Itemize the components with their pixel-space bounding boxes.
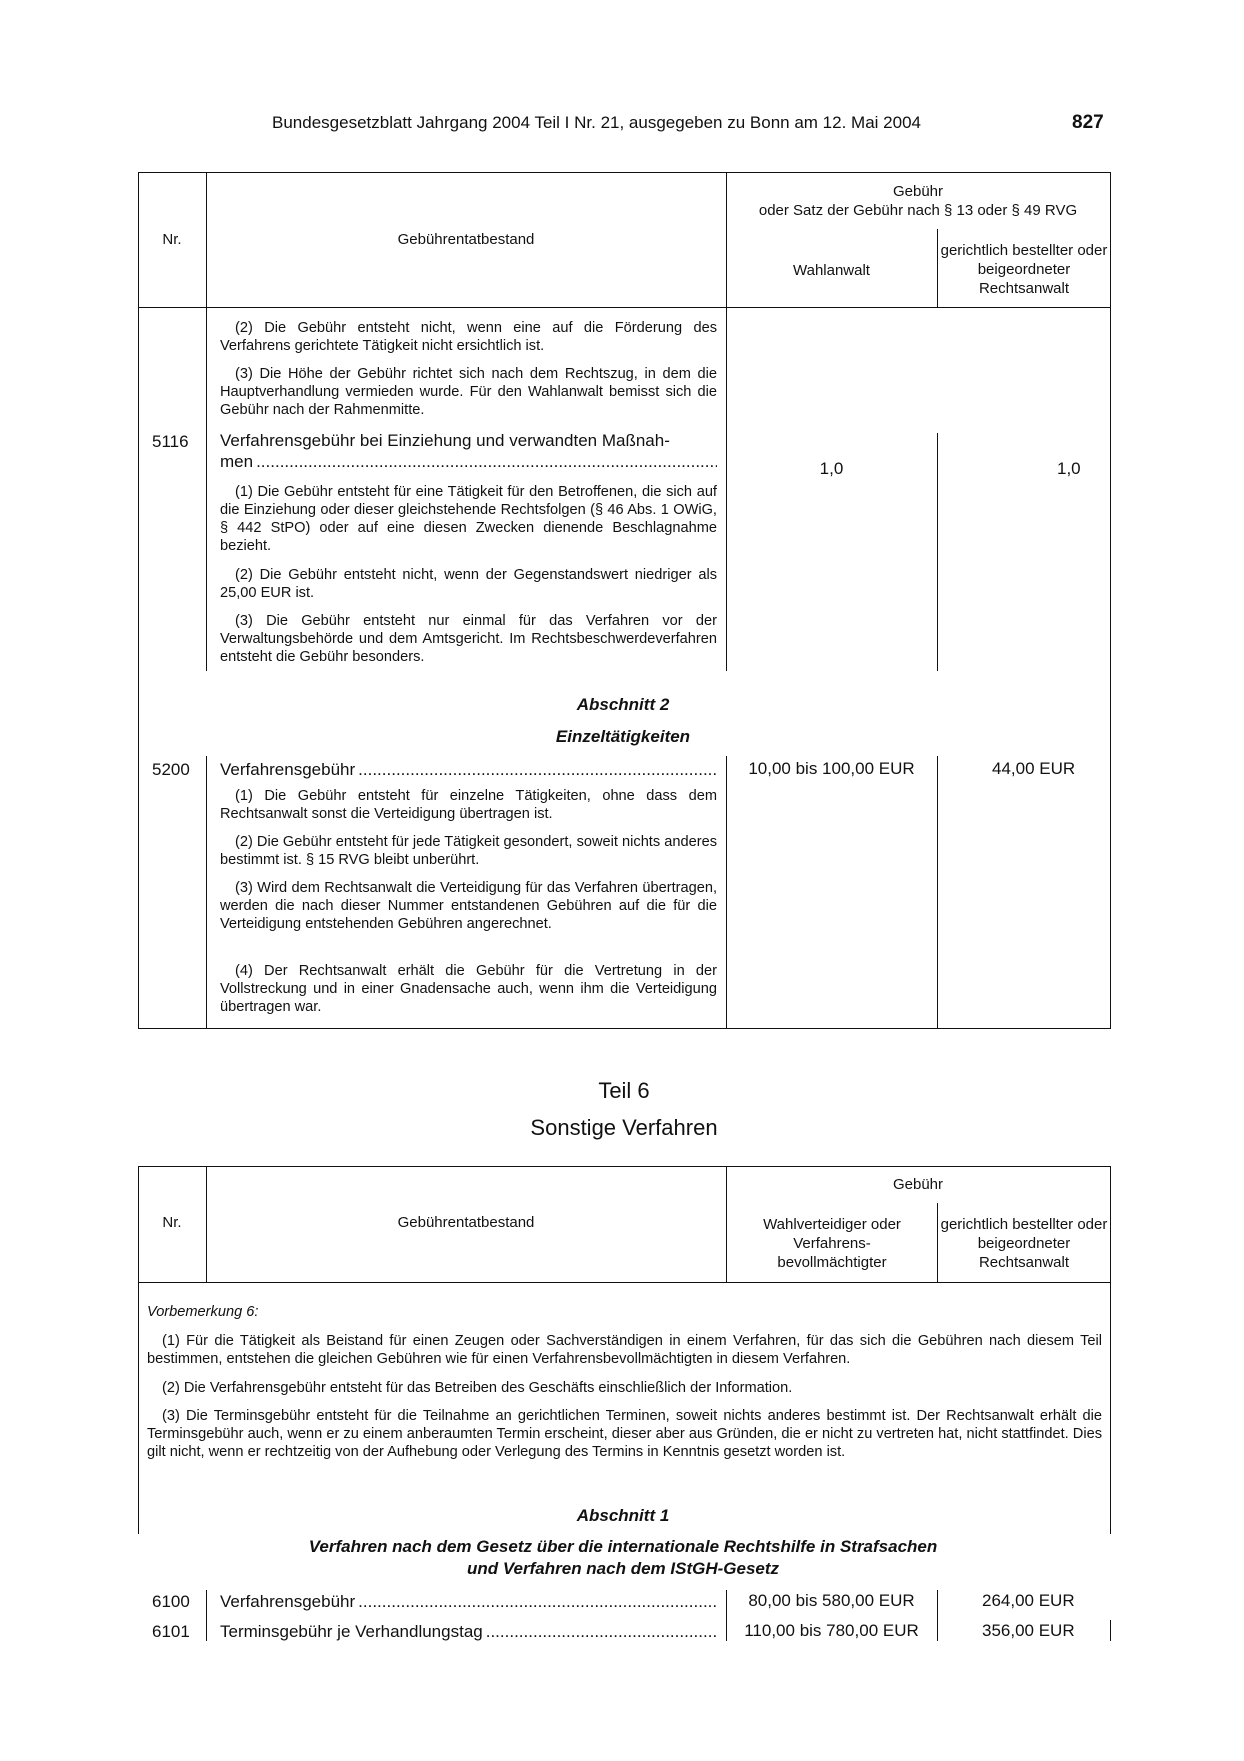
table2-header-nr: Nr. xyxy=(162,1214,182,1231)
carry-note-3: (3) Die Höhe der Gebühr richtet sich nach dem Rechtszug, in dem die Hauptverhandlung vermieden wurde. Für den Wahlanwalt bemisst sich die Gebühr nach der Rahmenmitte. xyxy=(220,366,717,418)
teil-6-subtitle: Sonstige Verfahren xyxy=(530,1115,718,1140)
table1-bottom-rule xyxy=(138,1028,1110,1029)
table2-header-gebuehr: Gebühr xyxy=(892,1176,944,1193)
row-5116-fee-wahl: 1,0 xyxy=(819,459,844,478)
table1-body-rule-3a xyxy=(937,433,938,671)
abschnitt-1-label: Abschnitt 1 xyxy=(576,1506,670,1525)
row-6100-title xyxy=(220,1591,717,1612)
row-5200-nr: 5200 xyxy=(152,760,190,779)
row-5116-note-2: (2) Die Gebühr entsteht nicht, wenn der Gegenstandswert niedriger als 25,00 EUR ist. xyxy=(220,567,717,601)
row-5200-note-2: (2) Die Gebühr entsteht für jede Tätigkeit gesondert, soweit nichts anderes bestimmt ist. § 15 RVG bleibt unberührt. xyxy=(220,834,717,868)
vorbemerkung-3: (3) Die Terminsgebühr entsteht für die Teilnahme an gerichtlichen Terminen, soweit nichts anderes bestimmt ist. Der Rechtsanwalt erhält die Terminsgebühr auch, wenn er zu einem anberaumten Termin erscheint, dieser aber aus Gründen, die er nicht zu vertreten hat, nicht stattfindet. Dies gilt nicht, wenn er rechtzeitig von der Aufhebung oder Verlegung des Termins in Kenntnis gesetzt worden ist. xyxy=(147,1408,1102,1460)
row-5200-note-4: (4) Der Rechtsanwalt erhält die Gebühr für die Vertretung in der Vollstreckung und in einer Gnadensache auch, wenn ihm die Verteidigung übertragen war. xyxy=(220,963,717,1015)
page-number: 827 xyxy=(1072,112,1104,133)
row-5200-note-3: (3) Wird dem Rechtsanwalt die Verteidigung für das Verfahren übertragen, werden die nach dieser Nummer entstandenen Gebühren auf die für die Verteidigung entstehenden Gebühren angerechnet. xyxy=(220,880,717,932)
table1-body-rule-2b xyxy=(726,756,727,1028)
row-5200-note-1: (1) Die Gebühr entsteht für einzelne Tätigkeiten, ohne dass dem Rechtsanwalt sonst die Verteidigung übertragen ist. xyxy=(220,788,717,822)
running-header: Bundesgesetzblatt Jahrgang 2004 Teil I Nr. 21, ausgegeben zu Bonn am 12. Mai 2004 xyxy=(272,113,921,132)
vorbemerkung-title: Vorbemerkung 6: xyxy=(147,1304,259,1320)
row-5116-title-line2-text: men xyxy=(220,452,254,471)
row-5116-note-3: (3) Die Gebühr entsteht nur einmal für das Verfahren vor der Verwaltungsbehörde und dem Amtsgericht. Im Rechtsbeschwerdeverfahren entsteht die Gebühr besonders. xyxy=(220,613,717,665)
table1-header-wahlanwalt: Wahlanwalt xyxy=(793,262,870,279)
row-5116-fee-bestellt: 1,0 xyxy=(1057,459,1081,478)
table1-top-rule xyxy=(138,172,1110,173)
abschnitt-1-title-line2: und Verfahren nach dem IStGH-Gesetz xyxy=(466,1559,780,1578)
table2-body-right-border xyxy=(1110,1282,1111,1534)
vorbemerkung-1: (1) Für die Tätigkeit als Beistand für einen Zeugen oder Sachverständigen in einem Verfahren, für das sich die Gebühren nach diesem Teil bestimmen, entstehen die gleichen Gebühren wie für einen Verfahrensbevollmächtigten in diesem Verfahren. xyxy=(147,1333,1102,1367)
row-5116-nr: 5116 xyxy=(152,432,189,451)
row-5200-fee-wahl: 10,00 bis 100,00 EUR xyxy=(748,759,915,778)
row-5200-title xyxy=(220,759,717,780)
table1-col-rule-3 xyxy=(937,229,938,307)
row-5200-fee-bestellt: 44,00 EUR xyxy=(992,759,1076,778)
carry-note-2: (2) Die Gebühr entsteht nicht, wenn eine auf die Förderung des Verfahrens gerichtete Tätigkeit nicht ersichtlich ist. xyxy=(220,320,717,354)
table2-row-rule-bestellt xyxy=(937,1590,938,1641)
table2-header-tatbestand: Gebührentatbestand xyxy=(397,1214,535,1231)
dot-leader xyxy=(358,1591,717,1612)
table1-body-rule-3b xyxy=(937,756,938,1028)
row-5200-title-text: Verfahrensgebühr xyxy=(220,760,356,779)
table2-row-rule-nr xyxy=(206,1590,207,1641)
table2-right-border xyxy=(1110,1166,1111,1283)
dot-leader xyxy=(256,451,717,472)
table2-header-wahl: Wahlverteidiger oder Verfahrens- bevollmächtigter xyxy=(763,1216,901,1271)
table1-header-rule xyxy=(138,307,1110,308)
abschnitt-2-title: Einzeltätigkeiten xyxy=(555,727,691,746)
row-6101-nr: 6101 xyxy=(152,1622,190,1641)
row-6101-fee-bestellt: 356,00 EUR xyxy=(982,1621,1075,1640)
row-5116-title xyxy=(220,430,717,472)
row-6100-title-text: Verfahrensgebühr xyxy=(220,1592,356,1611)
table1-body-rule-2a xyxy=(726,307,727,671)
row-6101-fee-wahl: 110,00 bis 780,00 EUR xyxy=(744,1621,919,1640)
vorbemerkung-2: (2) Die Verfahrensgebühr entsteht für das Betreiben des Geschäfts einschließlich der Information. xyxy=(162,1380,793,1396)
table1-right-border xyxy=(1110,172,1111,1029)
table1-left-border xyxy=(138,172,139,1029)
row-5116-title-line2 xyxy=(220,451,717,472)
row-6101-title-text: Terminsgebühr je Verhandlungstag xyxy=(220,1622,483,1641)
table1-body-rule-1b xyxy=(206,756,207,1028)
row-6100-fee-wahl: 80,00 bis 580,00 EUR xyxy=(748,1591,915,1610)
table2-header-rule xyxy=(138,1282,1110,1283)
table1-header-bestellt: gerichtlich bestellter oder beigeordneter Rechtsanwalt xyxy=(940,242,1108,297)
row-5116-title-line1: Verfahrensgebühr bei Einziehung und verwandten Maßnah- xyxy=(220,431,670,450)
table2-row-rule-right xyxy=(1110,1620,1111,1641)
abschnitt-1-title-line1: Verfahren nach dem Gesetz über die internationale Rechtshilfe in Strafsachen xyxy=(308,1537,938,1556)
table1-body-rule-1a xyxy=(206,307,207,671)
table2-body-left-border xyxy=(138,1282,139,1534)
table1-header-gebuehr: Gebühr xyxy=(892,183,944,200)
table1-header-tatbestand: Gebührentatbestand xyxy=(397,231,535,248)
table2-top-rule xyxy=(138,1166,1110,1167)
row-6101-title xyxy=(220,1621,717,1642)
table1-header-gebuehr-satz: oder Satz der Gebühr nach § 13 oder § 49 RVG xyxy=(758,202,1078,219)
dot-leader xyxy=(486,1621,717,1642)
teil-6-heading: Teil 6 xyxy=(598,1078,650,1103)
abschnitt-2-label: Abschnitt 2 xyxy=(576,695,670,714)
row-6100-fee-bestellt: 264,00 EUR xyxy=(982,1591,1075,1610)
row-5116-note-1: (1) Die Gebühr entsteht für eine Tätigkeit für den Betroffenen, die sich auf die Einziehung oder dieser gleichstehende Rechtsfolgen (§ 46 Abs. 1 OWiG, § 442 StPO) oder auf eine diesen Zwecken dienende Beschlagnahme bezieht. xyxy=(220,484,717,554)
table2-header-bestellt: gerichtlich bestellter oder beigeordneter Rechtsanwalt xyxy=(940,1216,1108,1271)
table1-header-nr: Nr. xyxy=(162,231,182,248)
table2-col-rule-3 xyxy=(937,1203,938,1283)
row-6100-nr: 6100 xyxy=(152,1592,190,1611)
dot-leader xyxy=(358,759,717,780)
